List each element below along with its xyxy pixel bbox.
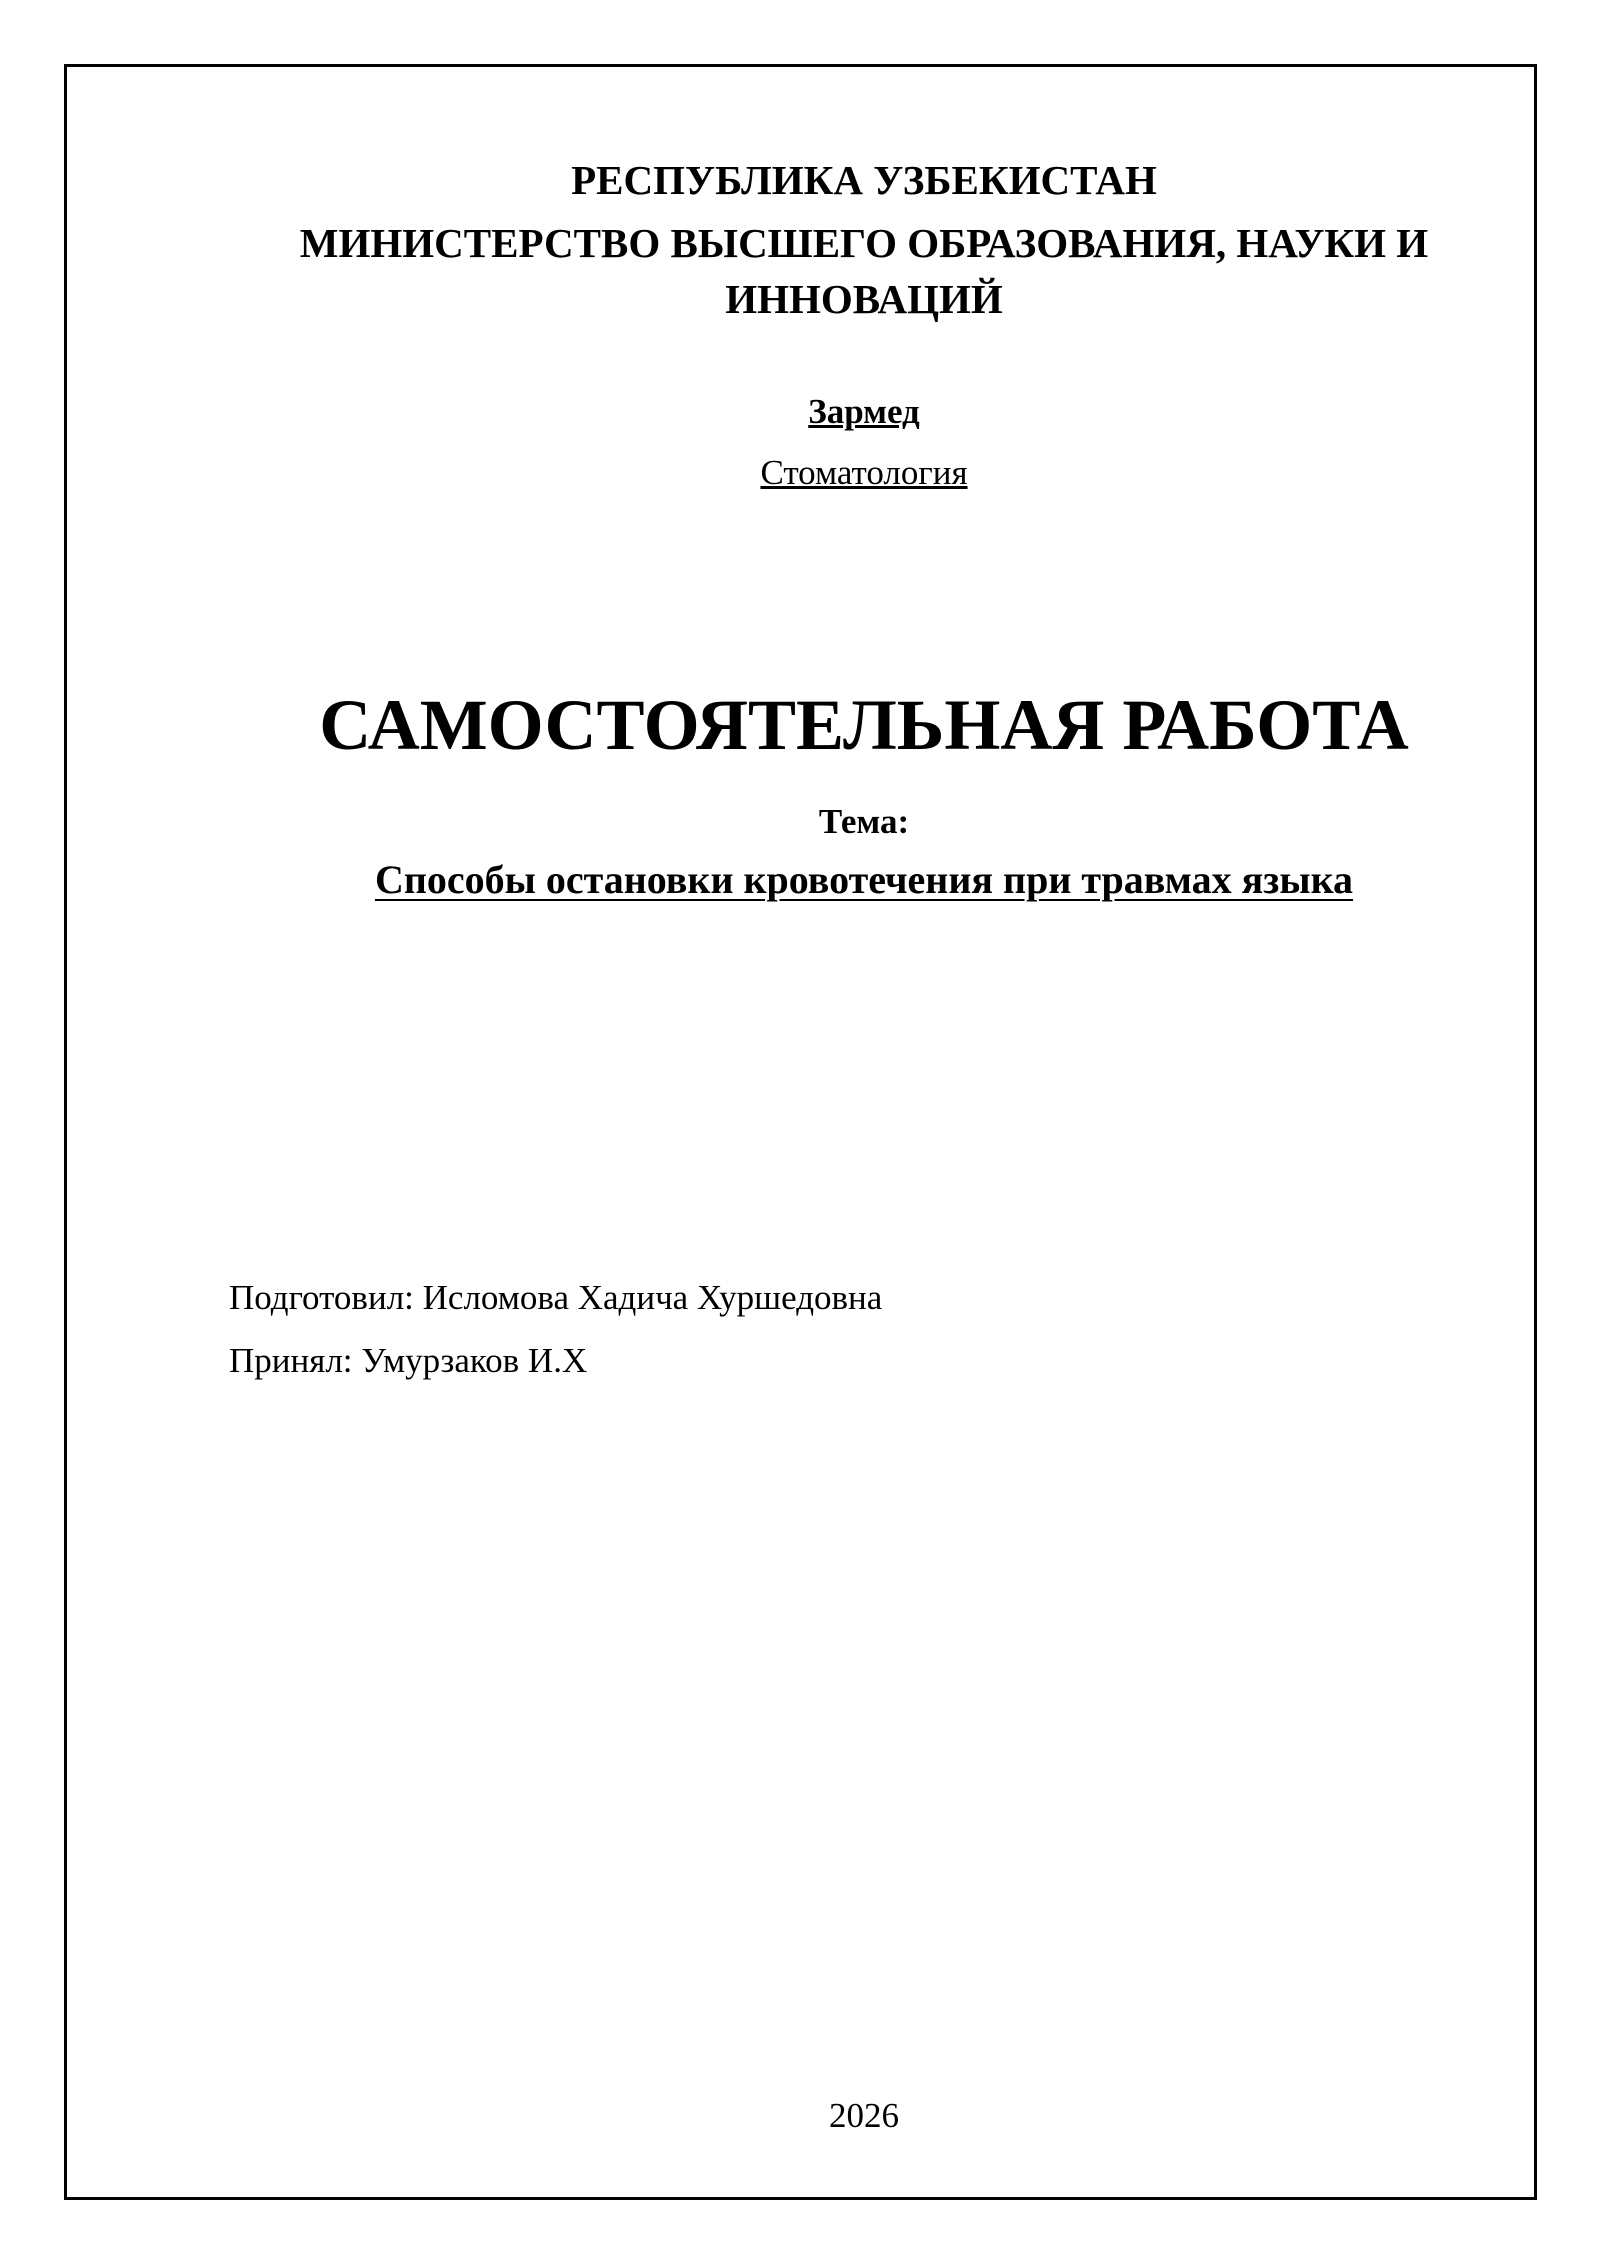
year: 2026 <box>829 2096 899 2135</box>
institution-name: Зармед <box>808 392 920 431</box>
faculty-name: Стоматология <box>760 453 968 492</box>
prepared-by: Подготовил: Исломова Хадича Хуршедовна <box>229 1278 883 1317</box>
topic-label: Тема: <box>818 802 910 841</box>
topic-title: Способы остановки кровотечения при травмах языка <box>374 857 1354 902</box>
page-border <box>64 64 1537 2200</box>
document-title: САМОСТОЯТЕЛЬНАЯ РАБОТА <box>319 685 1409 765</box>
accepted-by: Принял: Умурзаков И.Х <box>229 1341 588 1380</box>
ministry-heading-line1: МИНИСТЕРСТВО ВЫСШЕГО ОБРАЗОВАНИЯ, НАУКИ И <box>299 220 1429 266</box>
ministry-heading-line2: ИННОВАЦИЙ <box>725 276 1003 322</box>
country-heading: РЕСПУБЛИКА УЗБЕКИСТАН <box>571 157 1157 203</box>
